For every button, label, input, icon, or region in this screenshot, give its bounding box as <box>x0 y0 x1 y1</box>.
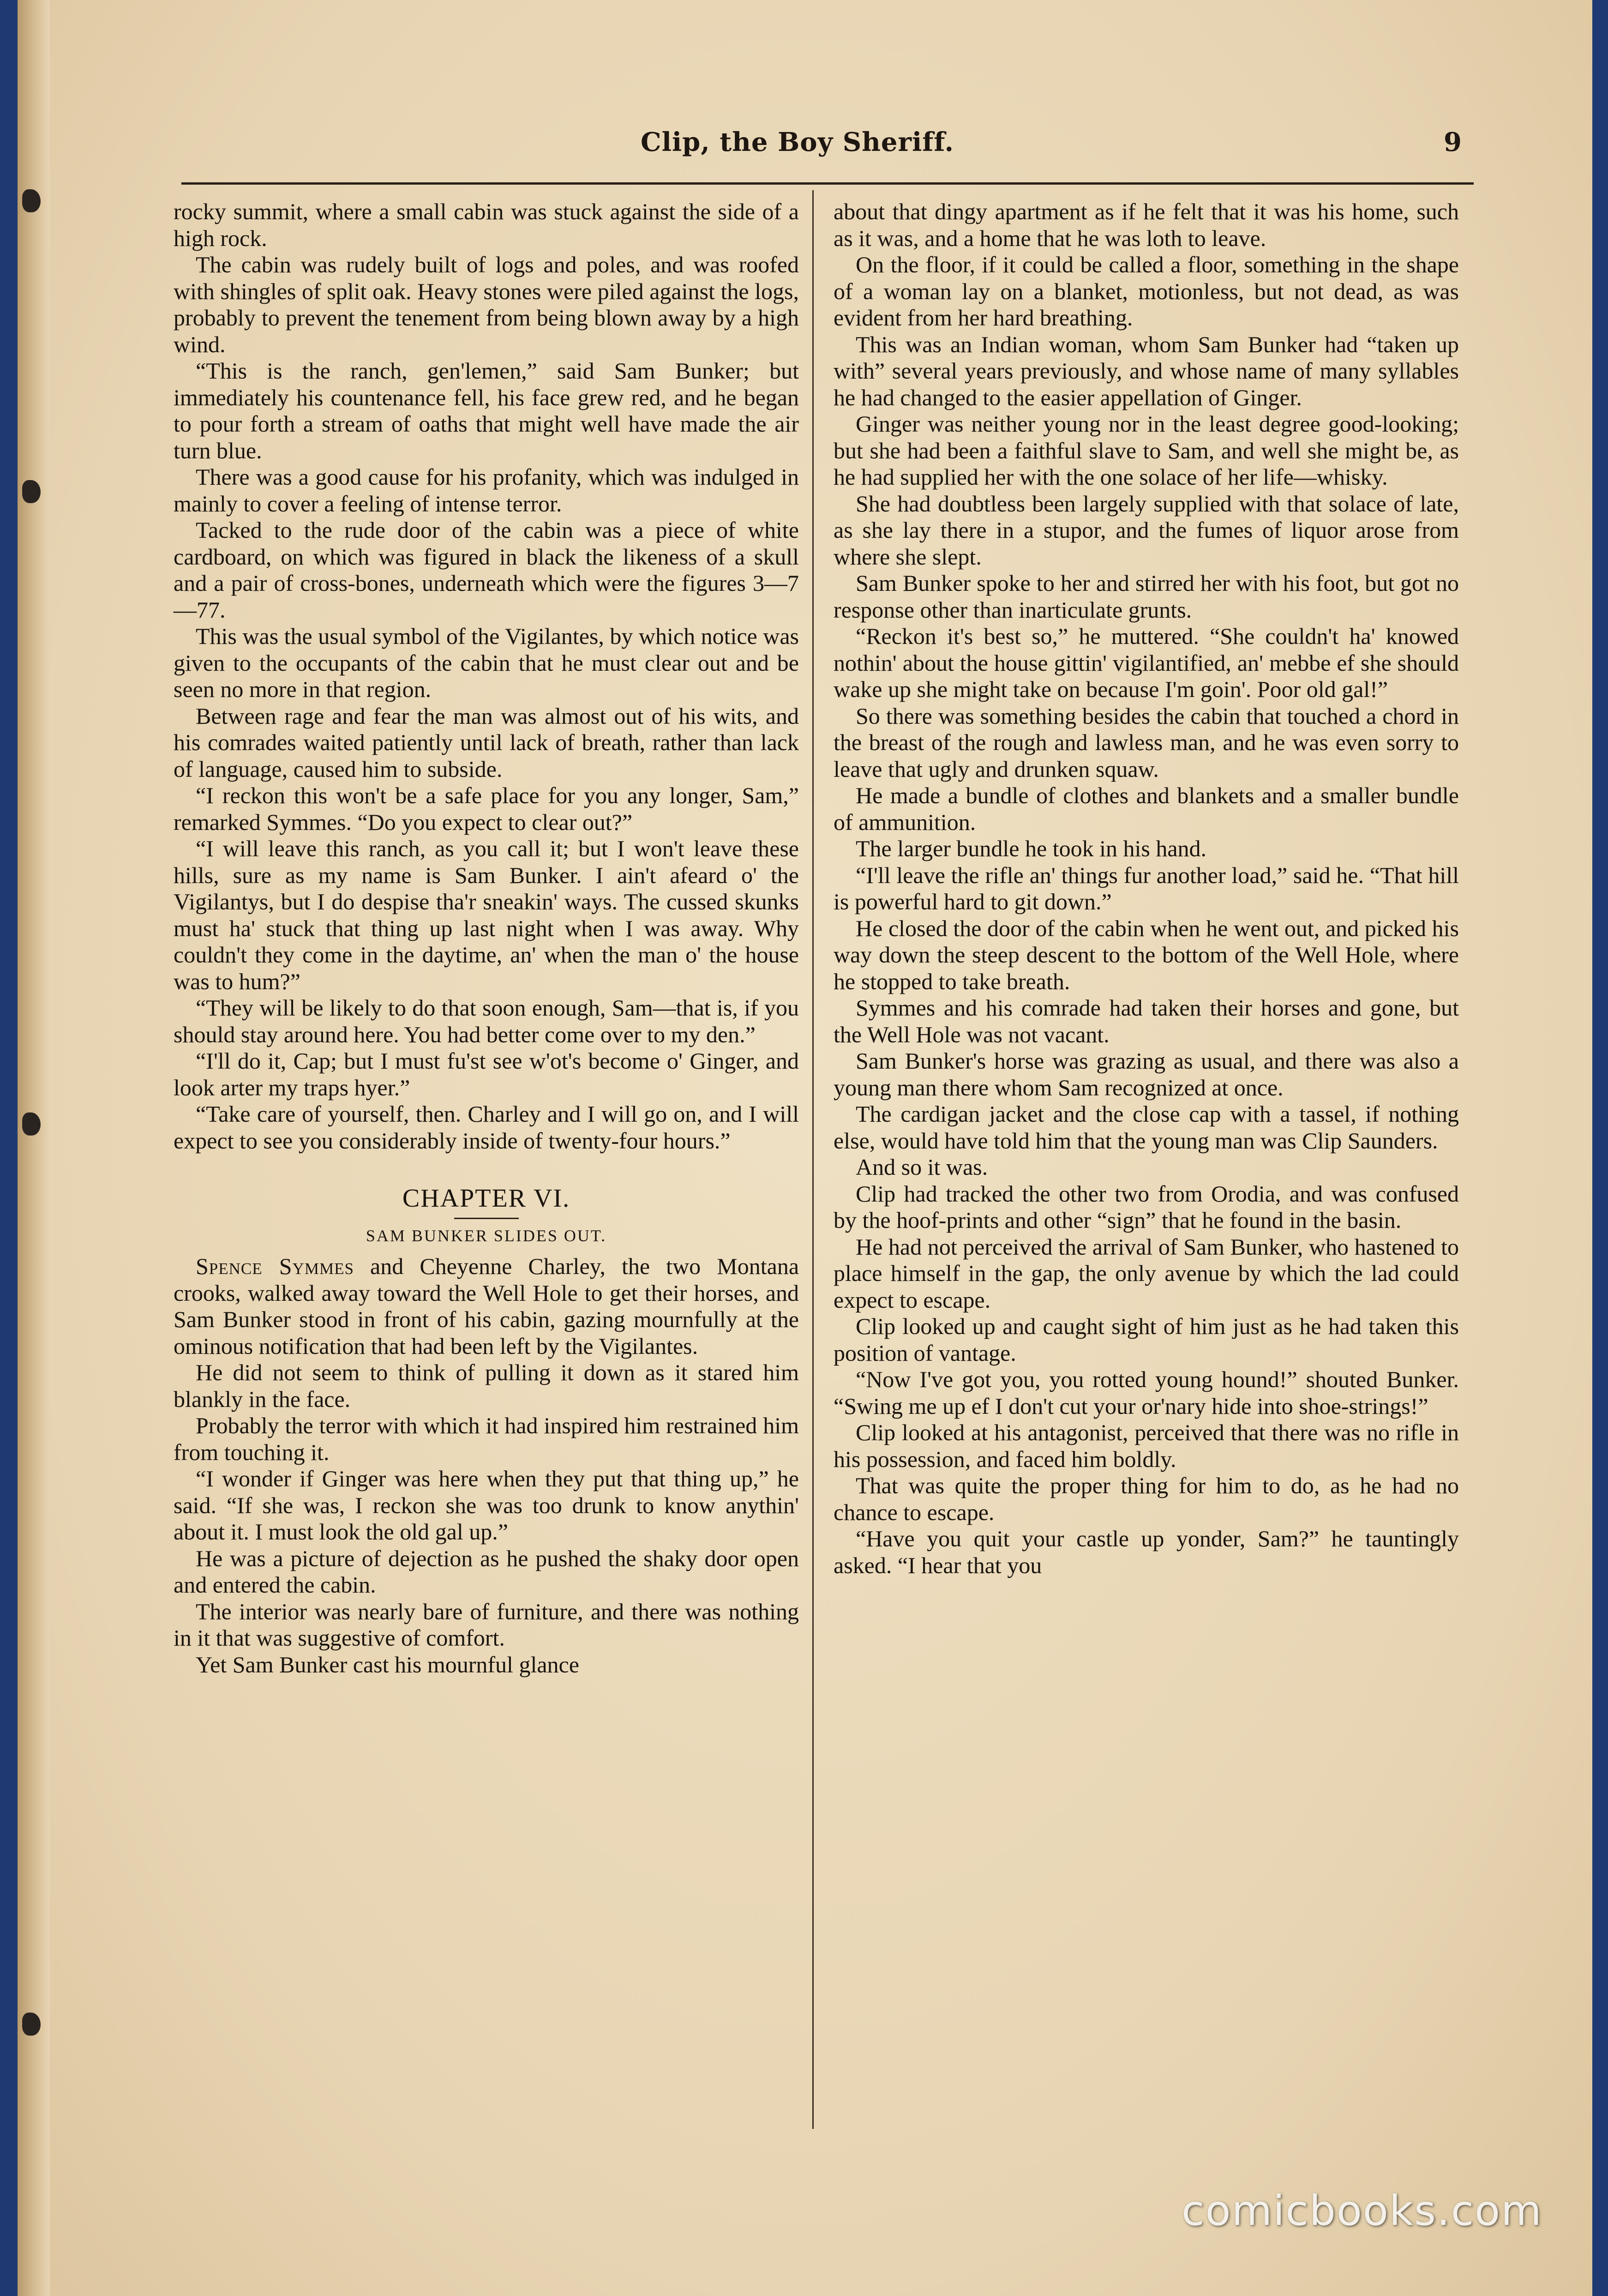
left-column <box>174 198 799 1678</box>
paragraph: “I'll do it, Cap; but I must fu'st see w'ot's become o' Ginger, and look arter my traps hyer.” <box>174 1048 799 1100</box>
paragraph: There was a good cause for his profanity, which was indulged in mainly to cover a feeling of intense terror. <box>174 464 799 517</box>
column-divider <box>812 190 814 2129</box>
paragraph: This was an Indian woman, whom Sam Bunker had “taken up with” several years previously, and whose name of many syllables he had changed to the easier appellation of Ginger. <box>834 331 1459 410</box>
paragraph: Between rage and fear the man was almost out of his wits, and his comrades waited patiently until lack of breath, rather than lack of language, caused him to subside. <box>174 703 799 782</box>
page-number: 9 <box>1444 127 1462 157</box>
staple-hole <box>22 480 41 503</box>
paragraph: And so it was. <box>856 1154 988 1180</box>
header-rule <box>181 182 1474 185</box>
paragraph: He was a picture of dejection as he pushed the shaky door open and entered the cabin. <box>174 1545 799 1598</box>
chapter-subtitle: SAM BUNKER SLIDES OUT. <box>366 1226 607 1245</box>
staple-hole <box>22 2013 41 2036</box>
paragraph: The cabin was rudely built of logs and poles, and was roofed with shingles of split oak. Heavy stones were piled against the logs, probably to prevent the tenement from being blown away by a high wind. <box>174 252 799 357</box>
paragraph: The larger bundle he took in his hand. <box>856 835 1207 861</box>
paragraph: He had not perceived the arrival of Sam Bunker, who hastened to place himself in the gap, the only avenue by which the lad could expect to escape. <box>834 1233 1459 1313</box>
paragraph: “This is the ranch, gen'lemen,” said Sam Bunker; but immediately his countenance fell, his face grew red, and he began to pour forth a stream of oaths that might well have made the air turn blue. <box>174 358 799 463</box>
paragraph: He made a bundle of clothes and blankets and a smaller bundle of ammunition. <box>834 782 1459 835</box>
paragraph: On the floor, if it could be called a floor, something in the shape of a woman lay on a blanket, motionless, but not dead, as was evident from her hard breathing. <box>834 252 1459 331</box>
paragraph: rocky summit, where a small cabin was stuck against the side of a high rock. <box>174 198 799 251</box>
paragraph: “I will leave this ranch, as you call it; but I won't leave these hills, sure as my name is Sam Bunker. I ain't afeard o' the Vigilantys, but I do despise tha'r sneakin' ways. The cussed skunks must ha' stuck that thing up last night when I was away. Why couldn't they come in the daytime, an' when the man o' the house was to hum?” <box>174 835 799 994</box>
paragraph: Ginger was neither young nor in the least degree good-looking; but she had been a faithful slave to Sam, and well she might be, as he had supplied her with the one solace of her life—whisky. <box>834 411 1459 490</box>
site-watermark: comicbooks.com <box>1182 2187 1542 2235</box>
staple-hole <box>22 1112 41 1136</box>
paragraph: The interior was nearly bare of furniture, and there was nothing in it that was suggestive of comfort. <box>174 1598 799 1651</box>
paragraph: “They will be likely to do that soon enough, Sam—that is, if you should stay around here. You had better come over to my den.” <box>174 995 799 1047</box>
paragraph: Tacked to the rude door of the cabin was a piece of white cardboard, on which was figured in black the likeness of a skull and a pair of cross-bones, underneath which were the figures 3—7—77. <box>174 517 799 623</box>
paragraph: She had doubtless been largely supplied with that solace of late, as she lay there in a stupor, and the fumes of liquor arose from where she slept. <box>834 490 1459 570</box>
chapter-opening-lead: Spence Symmes <box>196 1253 354 1279</box>
page-binding-edge <box>18 0 50 2296</box>
paragraph: “Reckon it's best so,” he muttered. “She couldn't ha' knowed nothin' about the house gittin' vigilantified, an' mebbe ef she should wake up she might take on because I'm goin'. Poor old gal!” <box>834 623 1459 702</box>
paragraph: The cardigan jacket and the close cap with a tassel, if nothing else, would have told him that the young man was Clip Saunders. <box>834 1101 1459 1154</box>
paragraph: “I'll leave the rifle an' things fur another load,” said he. “That hill is powerful hard to git down.” <box>834 862 1459 914</box>
chapter-opening-paragraph <box>174 1253 799 1359</box>
magazine-page <box>18 0 1592 2296</box>
paragraph: So there was something besides the cabin that touched a chord in the breast of the rough and lawless man, and he was even sorry to leave that ugly and drunken squaw. <box>834 703 1459 782</box>
paragraph: Sam Bunker's horse was grazing as usual, and there was also a young man there whom Sam recognized at once. <box>834 1048 1459 1100</box>
paragraph: That was quite the proper thing for him to do, as he had no chance to escape. <box>834 1473 1459 1525</box>
right-column <box>834 198 1459 1579</box>
paragraph: He did not seem to think of pulling it down as it stared him blankly in the face. <box>174 1359 799 1412</box>
chapter-rule <box>454 1218 519 1219</box>
paragraph: Symmes and his comrade had taken their horses and gone, but the Well Hole was not vacant. <box>834 995 1459 1047</box>
chapter-opening-text: and Cheyenne Charley, the two Montana crooks, walked away toward the Well Hole to get their horses, and Sam Bunker stood in front of his cabin, gazing mournfully at the ominous notification that had been left by the Vigilantes. <box>174 1253 799 1359</box>
paragraph: “I reckon this won't be a safe place for you any longer, Sam,” remarked Symmes. “Do you expect to clear out?” <box>174 782 799 835</box>
chapter-heading: CHAPTER VI. <box>402 1184 570 1213</box>
paragraph: Clip looked up and caught sight of him just as he had taken this position of vantage. <box>834 1313 1459 1366</box>
staple-hole <box>22 189 41 212</box>
paragraph: Yet Sam Bunker cast his mournful glance <box>196 1651 579 1677</box>
running-title: Clip, the Boy Sheriff. <box>641 127 954 157</box>
paragraph: Clip looked at his antagonist, perceived that there was no rifle in his possession, and faced him boldly. <box>834 1419 1459 1472</box>
paragraph: about that dingy apartment as if he felt that it was his home, such as it was, and a home that he was loth to leave. <box>834 198 1459 251</box>
paragraph: Sam Bunker spoke to her and stirred her with his foot, but got no response other than inarticulate grunts. <box>834 570 1459 623</box>
paragraph: “Now I've got you, you rotted young hound!” shouted Bunker. “Swing me up ef I don't cut your or'nary hide into shoe-strings!” <box>834 1366 1459 1419</box>
paragraph: “Have you quit your castle up yonder, Sam?” he tauntingly asked. “I hear that you <box>834 1526 1459 1578</box>
paragraph: Clip had tracked the other two from Orodia, and was confused by the hoof-prints and other “sign” that he found in the basin. <box>834 1180 1459 1233</box>
page-header <box>174 118 1481 168</box>
paragraph: He closed the door of the cabin when he went out, and picked his way down the steep descent to the bottom of the Well Hole, where he stopped to take breath. <box>834 915 1459 994</box>
paragraph: “I wonder if Ginger was here when they put that thing up,” he said. “If she was, I reckon she was too drunk to know anythin' about it. I must look the old gal up.” <box>174 1466 799 1545</box>
paragraph: “Take care of yourself, then. Charley and I will go on, and I will expect to see you considerably inside of twenty-four hours.” <box>174 1101 799 1154</box>
paragraph: Probably the terror with which it had inspired him restrained him from touching it. <box>174 1412 799 1465</box>
paragraph: This was the usual symbol of the Vigilantes, by which notice was given to the occupants of the cabin that he must clear out and be seen no more in that region. <box>174 623 799 702</box>
